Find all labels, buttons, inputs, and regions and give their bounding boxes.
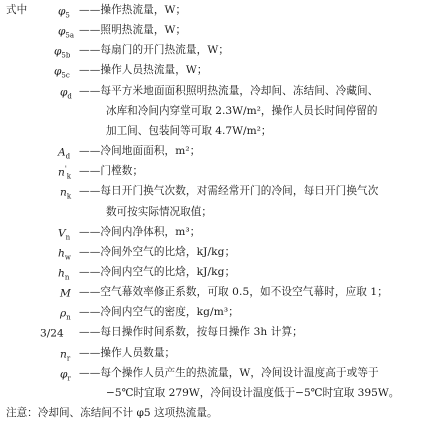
- continuation-text: −5℃时宜取 279W，冷间设计温度低于−5℃时宜取 395W。: [106, 386, 400, 399]
- definition-text: ——每日开门换气次数，对需经常开门的冷间，每日开门换气次: [79, 185, 379, 198]
- definition-text: ——门樘数；: [79, 165, 144, 178]
- definition-text: ——冷间内空气的比焓，kJ/kg；: [79, 265, 236, 278]
- definition-text: ——每日操作时间系数，按每日操作 3h 计算；: [79, 326, 303, 339]
- definition-row: [0, 45, 448, 59]
- symbol: $n_k$: [60, 186, 72, 201]
- symbol: M: [60, 287, 71, 300]
- continuation-text: 冰库和冷间内穿堂可取 2.3W/m²，操作人员长时间停留的: [106, 104, 378, 117]
- definition-row: [0, 25, 448, 39]
- symbol: $\varphi_{5a}$: [58, 25, 75, 40]
- note-text: 注意：冷却间、冻结间不计 φ5 这项热流量。: [6, 407, 218, 419]
- definition-row: [0, 166, 448, 180]
- definition-text: ——操作人员数量；: [79, 346, 176, 359]
- definition-text: ——冷间内净体积，m³；: [79, 225, 201, 238]
- definition-text: ——操作热流量，W；: [79, 4, 187, 16]
- symbol: $\varphi_{5b}$: [54, 45, 71, 60]
- definition-text: ——每个操作人员产生的热流量，W，冷间设计温度高于或等于: [79, 366, 379, 379]
- definition-row: [0, 366, 448, 383]
- definition-row: [0, 307, 448, 321]
- symbol: $\varphi_{5c}$: [54, 65, 70, 81]
- definition-row: [0, 86, 448, 100]
- definition-row: [0, 227, 448, 241]
- symbol: $n'_k$: [58, 165, 72, 181]
- symbol: $\rho_n$: [60, 307, 71, 322]
- symbol: $h_w$: [58, 247, 71, 262]
- symbol: $A_d$: [58, 146, 71, 161]
- definition-text: ——每平方米地面面积照明热流量，冷却间、冻结间、冷藏间、: [79, 84, 379, 97]
- lead-label: 式中: [6, 4, 28, 16]
- definition-row: [0, 65, 448, 79]
- definition-row: [0, 287, 448, 301]
- symbol: $V_n$: [58, 227, 71, 242]
- symbol: $n_r$: [60, 348, 71, 363]
- continuation-text: 加工间、包装间等可取 4.7W/m²；: [106, 124, 272, 137]
- definition-row: [0, 348, 448, 362]
- definition-row: [0, 327, 448, 341]
- definition-text: ——冷间外空气的比焓，kJ/kg；: [79, 245, 236, 258]
- definition-text: ——操作人员热流量，W；: [79, 64, 208, 77]
- symbol: $h_n$: [58, 267, 70, 282]
- definition-row: [0, 146, 448, 160]
- definition-text: ——冷间内空气的密度，kg/m³；: [79, 306, 239, 319]
- definition-row: [0, 267, 448, 281]
- continuation-text: 数可按实际情况取值；: [106, 205, 212, 218]
- definition-text: ——每扇门的开门热流量，W；: [79, 44, 230, 57]
- definition-row: [0, 186, 448, 200]
- definition-row: [0, 5, 448, 19]
- definition-text: ——冷间地面面积，m²；: [79, 145, 201, 157]
- symbol: $\varphi_r$: [60, 368, 71, 383]
- symbol: $\varphi_5$: [58, 5, 70, 20]
- symbol: $\varphi_d$: [60, 86, 72, 101]
- definition-text: ——空气幕效率修正系数，可取 0.5，如不设空气幕时，应取 1；: [79, 286, 388, 299]
- definition-text: ——照明热流量，W；: [79, 24, 187, 37]
- symbol: 3/24: [40, 327, 64, 340]
- definition-row: [0, 247, 448, 261]
